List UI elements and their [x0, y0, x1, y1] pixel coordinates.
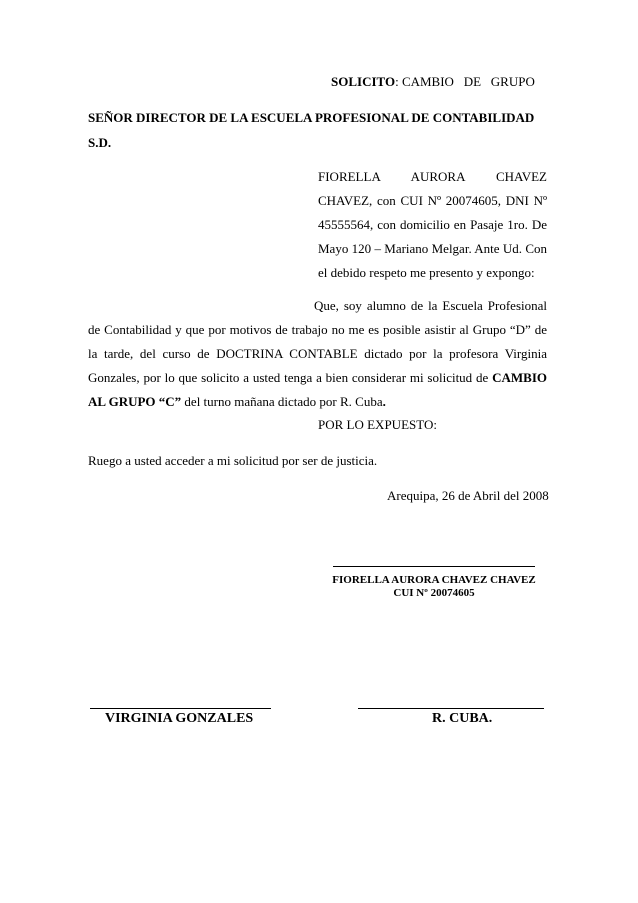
solicito-label: SOLICITO [331, 74, 396, 89]
bottom-left-signature-line [90, 708, 271, 709]
signature-line [333, 566, 535, 567]
body-line [88, 390, 547, 414]
bottom-left-name: VIRGINIA GONZALES [105, 711, 254, 726]
intro-line: FIORELLA AURORA CHAVEZ [318, 169, 547, 184]
body-bold-text: . [382, 394, 386, 409]
body-line: la tarde, del curso de DOCTRINA CONTABLE dictado por la profesora Virginia [88, 346, 547, 361]
ruego-line: Ruego a usted acceder a mi solicitud por ser de justicia. [88, 453, 378, 468]
solicito-value: : CAMBIO DE GRUPO [395, 74, 535, 89]
body-bold-text: CAMBIO [492, 370, 547, 385]
signature-block [331, 574, 537, 600]
body-text: Gonzales, por lo que solicito a usted tenga a bien considerar mi solicitud de [88, 370, 493, 385]
body-bold-text: AL GRUPO “C” [88, 394, 182, 409]
body-line: de Contabilidad y que por motivos de trabajo no me es posible asistir al Grupo “D” de [88, 322, 547, 337]
signature-cui: CUI Nº 20074605 [393, 587, 475, 599]
body-paragraph [88, 294, 547, 414]
solicito-line [331, 74, 535, 90]
body-line: Que, soy alumno de la Escuela Profesional [314, 298, 547, 313]
por-lo-expuesto: POR LO EXPUESTO: [318, 417, 437, 432]
body-line [88, 366, 547, 390]
intro-line: el debido respeto me presento y expongo: [318, 265, 535, 280]
bottom-right-signature-line [358, 708, 544, 709]
body-text: del turno mañana dictado por R. Cuba [181, 394, 383, 409]
addressee-line-1: SEÑOR DIRECTOR DE LA ESCUELA PROFESIONAL DE CONTABILIDAD [88, 110, 535, 125]
intro-block [318, 165, 547, 285]
addressee-line-2: S.D. [88, 135, 112, 150]
date-line: Arequipa, 26 de Abril del 2008 [387, 488, 549, 503]
bottom-right-name: R. CUBA. [432, 711, 493, 726]
addressee [88, 110, 534, 151]
intro-line: Mayo 120 – Mariano Melgar. Ante Ud. Con [318, 241, 547, 256]
signature-name: FIORELLA AURORA CHAVEZ CHAVEZ [332, 574, 536, 586]
intro-line: 45555564, con domicilio en Pasaje 1ro. De [318, 217, 547, 232]
intro-line: CHAVEZ, con CUI Nº 20074605, DNI Nº [318, 193, 547, 208]
